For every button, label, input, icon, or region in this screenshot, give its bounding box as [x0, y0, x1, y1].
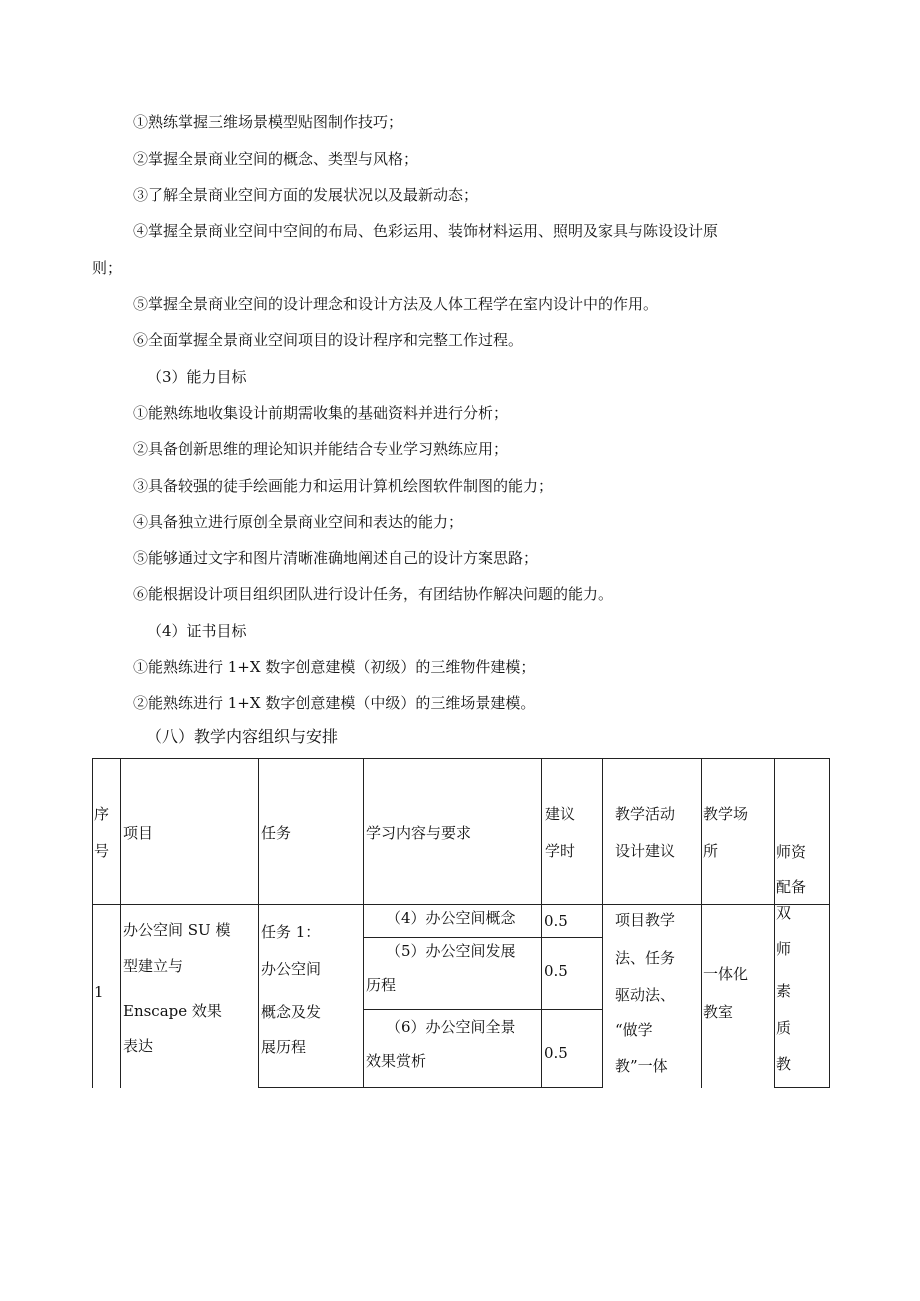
row1-task-line-2: 办公空间 — [261, 960, 322, 978]
table-row — [93, 905, 830, 938]
row1-project-line-4: 表达 — [123, 1037, 154, 1055]
row1-project-line-1: 办公空间 SU 模 — [123, 921, 231, 939]
table-header-row — [93, 759, 830, 905]
ability-item-6: ⑥能根据设计项目组织团队进行设计任务，有团结协作解决问题的能力。 — [133, 585, 614, 603]
row1-activity — [603, 905, 702, 1088]
row1-content-3-line-1: （6）办公空间全景 — [386, 1018, 516, 1036]
ability-item-3: ③具备较强的徒手绘画能力和运用计算机绘图软件制图的能力； — [133, 477, 554, 495]
row1-hours-2 — [542, 938, 603, 1010]
header-activity — [603, 759, 702, 905]
ability-item-2: ②具备创新思维的理论知识并能结合专业学习熟练应用； — [133, 440, 509, 458]
row1-hours-1-value: 0.5 — [544, 912, 568, 930]
knowledge-item-1: ①熟练掌握三维场景模型贴图制作技巧； — [133, 113, 404, 131]
row1-project-line-3: Enscape 效果 — [123, 1002, 222, 1020]
knowledge-item-2: ②掌握全景商业空间的概念、类型与风格； — [133, 150, 419, 168]
row1-seq-value: 1 — [94, 983, 104, 1001]
header-content — [364, 759, 542, 905]
ability-item-4: ④具备独立进行原创全景商业空间和表达的能力； — [133, 513, 464, 531]
row1-content-2 — [364, 938, 542, 1010]
row1-content-2-line-2: 历程 — [366, 976, 397, 994]
row1-hours-3-value: 0.5 — [544, 1043, 568, 1062]
section-heading: （八）教学内容组织与安排 — [146, 727, 339, 746]
cert-heading: （4）证书目标 — [147, 622, 247, 640]
header-place-line-1: 教学场 — [703, 805, 749, 823]
cert-item-2: ②能熟练进行 1+X 数字创意建模（中级）的三维场景建模。 — [133, 694, 536, 712]
row1-seq — [93, 905, 121, 1088]
header-activity-line-2: 设计建议 — [615, 842, 676, 860]
row1-content-3-line-2: 效果赏析 — [366, 1052, 427, 1070]
row1-task-line-3: 概念及发 — [261, 1003, 322, 1021]
header-place — [702, 759, 775, 905]
row1-content-3 — [364, 1010, 542, 1088]
header-activity-line-1: 教学活动 — [615, 805, 676, 823]
header-project — [121, 759, 259, 905]
row1-teacher — [775, 905, 830, 1088]
row1-content-2-line-1: （5）办公空间发展 — [386, 942, 516, 960]
header-teacher — [775, 759, 830, 905]
ability-item-1: ①能熟练地收集设计前期需收集的基础资料并进行分析； — [133, 404, 509, 422]
row1-activity-line-3: 驱动法、 — [615, 986, 676, 1004]
header-teacher-line-1: 师资 — [776, 843, 807, 861]
row1-teacher-line-3: 素 — [776, 982, 792, 1000]
row1-activity-line-4: “做学 — [615, 1021, 653, 1039]
row1-teacher-line-1: 双 — [776, 904, 792, 922]
row1-task — [259, 905, 364, 1088]
row1-place-line-1: 一体化 — [703, 965, 749, 983]
row1-activity-line-5: 教”一体 — [615, 1057, 668, 1075]
row1-project — [121, 905, 259, 1088]
header-content-label: 学习内容与要求 — [366, 824, 472, 842]
row1-activity-line-2: 法、任务 — [615, 949, 676, 967]
header-hours-line-1: 建议 — [545, 805, 576, 823]
knowledge-item-4: ④掌握全景商业空间中空间的布局、色彩运用、装饰材料运用、照明及家具与陈设设计原 — [133, 222, 719, 240]
ability-item-5: ⑤能够通过文字和图片清晰准确地阐述自己的设计方案思路； — [133, 549, 539, 567]
course-table — [92, 758, 830, 1088]
knowledge-item-4-continued: 则； — [92, 259, 123, 277]
row1-teacher-line-5: 教 — [776, 1055, 792, 1073]
row1-project-line-2: 型建立与 — [123, 957, 184, 975]
header-teacher-line-2: 配备 — [776, 878, 807, 896]
row1-hours-1 — [542, 905, 603, 938]
header-hours-line-2: 学时 — [545, 842, 576, 860]
row1-task-line-1: 任务 1： — [261, 923, 321, 941]
knowledge-item-6: ⑥全面掌握全景商业空间项目的设计程序和完整工作过程。 — [133, 331, 524, 349]
row1-hours-3 — [542, 1010, 603, 1088]
header-seq-line-2: 号 — [94, 842, 110, 860]
row1-place — [702, 905, 775, 1088]
cert-item-1: ①能熟练进行 1+X 数字创意建模（初级）的三维物件建模； — [133, 658, 536, 676]
ability-heading: （3）能力目标 — [147, 368, 247, 386]
row1-content-1-text: （4）办公空间概念 — [386, 909, 516, 927]
row1-teacher-line-2: 师 — [776, 940, 792, 958]
header-hours — [542, 759, 603, 905]
knowledge-item-5: ⑤掌握全景商业空间的设计理念和设计方法及人体工程学在室内设计中的作用。 — [133, 295, 659, 313]
knowledge-item-3: ③了解全景商业空间方面的发展状况以及最新动态； — [133, 186, 479, 204]
header-place-line-2: 所 — [703, 842, 719, 860]
header-seq-line-1: 序 — [94, 805, 110, 823]
row1-activity-line-1: 项目教学 — [615, 911, 676, 929]
row1-place-line-2: 教室 — [703, 1003, 734, 1021]
header-seq — [93, 759, 121, 905]
header-task-label: 任务 — [261, 824, 292, 842]
row1-task-line-4: 展历程 — [261, 1038, 307, 1056]
header-project-label: 项目 — [123, 824, 154, 842]
row1-content-1 — [364, 905, 542, 938]
row1-hours-2-value: 0.5 — [544, 961, 568, 980]
header-task — [259, 759, 364, 905]
row1-teacher-line-4: 质 — [776, 1019, 792, 1037]
